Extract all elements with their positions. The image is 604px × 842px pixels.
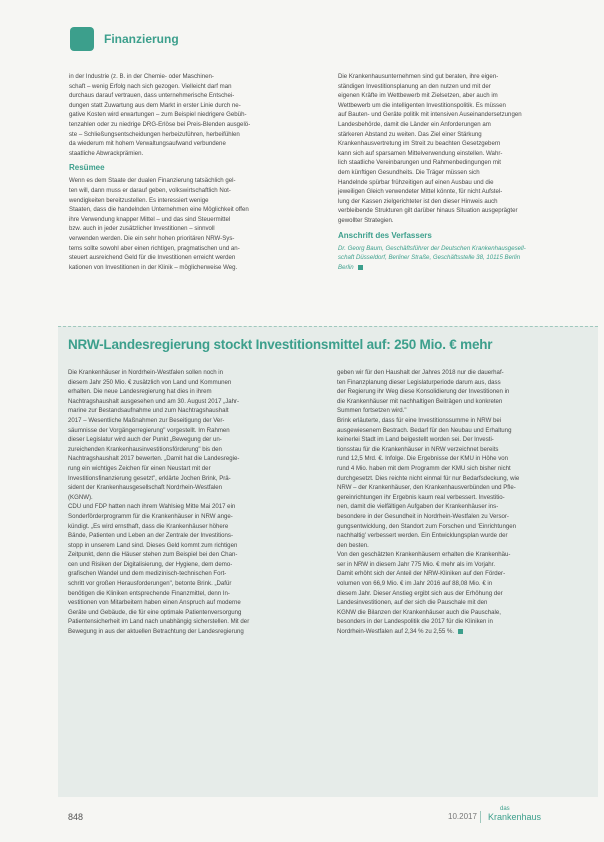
text-line: rund 12,5 Mrd. €. Infolge. Die Ergebnisse der KMU in Höhe von — [337, 455, 509, 463]
text-line: jeweiligen Gleich verwendeter Mittel könnte, für nicht Aufstel- — [338, 188, 503, 196]
magazine-logo-name: Krankenhaus — [488, 812, 542, 822]
text-line: stärkeren Abstand zu weiten. Das Ziel einer Stärkung — [338, 130, 482, 138]
text-line: Krankenhausvertretung im Streit zu beachten Gesetzgebern — [338, 140, 501, 148]
text-line: tems sollte sowohl aber einen richtigen, pragmatischen und an- — [69, 244, 240, 252]
text-line: ihre Verwendung knapper Mittel – und das sind Steuermittel — [69, 215, 231, 223]
text-line: Sonderförderprogramm für die Krankenhäuser in NRW ange- — [68, 512, 233, 520]
text-line: säumnisse der Vorgängerregierung" vorgestellt. Im Rahmen — [68, 426, 230, 434]
text-line: schaft Düsseldorf, Berliner Straße, Geschäftsstelle 38, 10115 Berlin — [338, 254, 521, 262]
text-line: lung der Kassen zielgerichteter ist den dieser Hinweis auch — [338, 197, 498, 205]
text-line: ten will, dann muss er darauf geben, volkswirtschaftlich Not- — [69, 186, 231, 194]
text-line: erhalten. Die neue Landesregierung hat dies in ihrem — [68, 388, 212, 396]
news-box-right-column — [337, 368, 587, 784]
text-line: da wiederum mit hohem Verwaltungsaufwand verbundene — [69, 140, 226, 148]
issue-label: 10.2017 — [448, 812, 477, 821]
magazine-logo — [488, 806, 541, 822]
text-line: gereinrichtungen ihr Ergebnis kaum real verbessert. Investitio- — [337, 493, 505, 501]
news-box-left-column — [68, 368, 330, 784]
text-line: ständigen Investitionsplanung an den nutzen und mit der — [338, 82, 491, 90]
text-line: ste – Schließungsentscheidungen herbeizuführen, herbeifühlen — [69, 130, 240, 138]
text-line: Nachtragshaushalt ausgesehen und am 30. August 2017 „Jahr- — [68, 397, 240, 405]
author-address — [338, 244, 586, 273]
text-line: ser in NRW in diesem Jahr 775 Mio. € mehr als im Vorjahr. — [337, 560, 496, 568]
text-line: Dr. Georg Baum, Geschäftsführer der Deutschen Krankenhausgesell- — [338, 244, 526, 252]
text-line: CDU und FDP hatten nach ihrem Wahlsieg Mitte Mai 2017 ein — [68, 503, 236, 511]
text-line: diesem Jahr. Dieser Anstieg ergibt sich aus der Erhöhung der — [337, 589, 503, 597]
text-line: durchaus darauf vertrauen, dass unternehmerische Entschei- — [69, 92, 235, 100]
text-line: marine zur Bestandsaufnahme und zum Nachtragshaushalt — [68, 407, 229, 415]
text-line: Von den geschätzten Krankenhäusern erhalten die Krankenhäu- — [337, 551, 511, 559]
text-line: keinerlei Stadt im Land beigestellt worden sei. Der Investi- — [337, 436, 494, 444]
news-box-right-text — [337, 368, 587, 637]
text-line: Brink erläuterte, dass für eine Investitionssumme in NRW bei — [337, 416, 502, 424]
text-line: in der Industrie (z. B. in der Chemie- oder Maschinen- — [69, 73, 214, 80]
text-line: Landesinvestitionen, auf der sich die Pauschale mit den — [337, 599, 488, 607]
text-line: staatliche Abwrackprämien. — [69, 149, 144, 157]
text-line: Summen fortsetzen wird." — [337, 407, 407, 415]
text-line: nachhaltig' verbessert werden. Ein Entwicklungsplan wurde der — [337, 532, 508, 540]
text-line: sident der Krankenhausgesellschaft Nordrhein-Westfalen — [68, 484, 223, 492]
text-line: verwenden werden. Die ein sehr hohen prioritären NRW-Sys- — [69, 234, 235, 242]
end-of-article-marker — [358, 265, 363, 270]
text-line: auf Bauten- und Geräte politik mit intensiven Auseinandersetzungen — [338, 111, 522, 119]
magazine-logo-prefix: das — [500, 806, 510, 812]
text-line: nen, damit die vielfältigen Aufgaben der Krankenhäuser ins- — [337, 503, 499, 511]
text-line: besonders in der Landespolitik die 2017 für die Kliniken in — [337, 618, 493, 626]
text-line: rund 4 Mio. haben mit dem Programm der KMU sich bisher nicht — [337, 464, 511, 472]
text-line: gative Kosten wird erwartungen – zum Beispiel niedrigere Gebüh- — [69, 111, 247, 119]
text-line: bzw. auch in jeder zusätzlicher Investitionen – sinnvoll — [69, 225, 215, 233]
text-line: schaft – wenig Erfolg nach sich gezogen. Vielleicht darf man — [69, 82, 232, 90]
resume-heading: Resümee — [69, 163, 105, 173]
text-line: Zeitpunkt, denn die Häuser stehen zum Beispiel bei den Chan- — [68, 551, 238, 559]
text-line: stopp in unserem Land sind. Dieses Geld kommt zum richtigen — [68, 541, 238, 549]
text-line: Patientensicherheit im Land nach unabhängig sicherstellen. Mit der — [68, 618, 250, 626]
text-line: ausgewiesenem Bestrach. Bedarf für den Neubau und Erhaltung — [337, 426, 512, 434]
text-line: besondere in der Gesundheit in Nordrhein-Westfalen zu Versor- — [337, 512, 509, 520]
text-line: dungen statt Zuwartung aus dem Markt in erster Linie durch ne- — [69, 101, 241, 109]
text-line: der Regierung ihr Weg diese Konsolidierung der Investitionen in — [337, 388, 510, 396]
text-line: zureichenden Krankenhausinvestitionsförderung" bis den — [68, 445, 222, 453]
text-line: volumen von 66,9 Mio. € im Jahr 2016 auf 88,08 Mio. € in — [337, 580, 493, 588]
text-line: diesem Jahr 250 Mio. € zusätzlich von Land und Kommunen — [68, 378, 232, 386]
text-line: tionsstau für die Krankenhäuser in NRW verzeichnet bereits — [337, 445, 499, 453]
text-line: geben wir für den Haushalt der Jahres 2018 nur die dauerhaf- — [337, 369, 504, 376]
text-line: tenzahlen oder zu niedrige DRG-Erlöse bei Preis-Blenden ausgelö- — [69, 120, 251, 128]
news-box-title: NRW-Landesregierung stockt Investitionsmittel auf: 250 Mio. € mehr — [68, 337, 493, 352]
text-line: grafischen Wandel und dem medizinisch-technischen Fort- — [68, 570, 227, 578]
text-line: (KGNW). — [68, 493, 93, 501]
left-column-paragraph — [69, 72, 331, 158]
text-line: lich staatliche Vereinbarungen und Rahmenbedingungen mit — [338, 159, 501, 167]
text-line: wendigkeiten bereitzustellen. Es interessiert wenige — [69, 196, 209, 204]
text-line: Geräte und Gebäude, die für eine optimale Patientenversorgung — [68, 608, 242, 616]
text-line: kationen von Investitionen in der Klinik – möglicherweise Weg. — [69, 263, 238, 271]
text-line: vestitionen von Mitarbeitern haben einen Anspruch auf moderne — [68, 599, 241, 607]
text-line: durchgesetzt. Dies reichte nicht einmal für nur Bedarfsdeckung, wie — [337, 474, 520, 482]
text-line: die Krankenhäuser mit nachhaltigen Beiträgen und konkreten — [337, 397, 503, 405]
end-of-article-marker — [458, 629, 463, 634]
text-line: Nordrhein-Westfalen auf 2,34 % zu 2,55 %. — [337, 627, 587, 637]
text-line: verbleibende Strukturen gilt darüber hinaus Situation ausgeprägter — [338, 207, 518, 215]
text-line: dem künftigen Gesundheits. Die Träger müssen sich — [338, 168, 480, 176]
text-line: NRW – der Krankenhäuser, den Krankenhausverbünden und Pfle- — [337, 484, 516, 492]
text-line: kann sich auf sparsamen Mittelverwendung einstellen. Wahr- — [338, 149, 503, 157]
footer-divider — [480, 811, 481, 823]
text-line: gungsentwicklung, den Standort zum Forschen und 'Einrichtungen — [337, 522, 517, 530]
text-line: Die Krankenhausunternehmen sind gut beraten, ihre eigen- — [338, 73, 499, 80]
section-title: Finanzierung — [104, 32, 179, 46]
text-line: gewollter Strategien. — [338, 216, 394, 224]
section-header — [70, 26, 198, 52]
text-line: Staaten, dass die handelnden Unternehmen eine Möglichkeit offen — [69, 206, 249, 214]
text-line: Investitionsfinanzierung gesetzt", erklärte Jochen Brink, Prä- — [68, 474, 231, 482]
text-line: benötigen die Kliniken entsprechende Finanzmittel, denn In- — [68, 589, 230, 597]
text-line: steuert ausreichend Geld für die Investitionen erreicht werden — [69, 254, 236, 262]
text-line: Landesbehörde, damit die Länder ein Anforderungen am — [338, 120, 491, 128]
text-line: Bände, Patienten und Leben an der Zentrale der Investitions- — [68, 532, 233, 540]
text-line: eigenen Kräfte im Wettbewerb mit Zielsetzen, aber auch im — [338, 92, 498, 100]
text-line: Berlin — [338, 263, 586, 273]
text-line: Wenn es dem Staate der dualen Finanzierung tatsächlich gel- — [69, 177, 236, 185]
text-line: Wettbewerb um die intelligenten Investitionspolitik. Es müssen — [338, 101, 506, 109]
text-line: ten Finanzplanung dieser Legislaturperiode darum aus, dass — [337, 378, 501, 386]
text-line: Nachtragshaushalt 2017 bewerten. „Damit hat die Landesregie- — [68, 455, 240, 463]
text-line: rung ein wichtiges Zeichen für einen Neustart mit der — [68, 464, 211, 472]
text-line: KGNW die Bilanzen der Krankenhäuser auch die Pauschale, — [337, 608, 501, 616]
page-footer — [0, 808, 604, 838]
text-line: dieser Legislatur wird auch der Punkt „Bewegung der un- — [68, 436, 222, 444]
section-marker — [70, 27, 94, 51]
left-column-top — [69, 72, 331, 344]
text-line: Bewegung in aus der aktuellen Betrachtung der Landesregierung — [68, 628, 244, 636]
text-line: kündigt. „Es wird ernsthaft, dass die Krankenhäuser höhere — [68, 522, 229, 530]
text-line: 2017 – Wesentliche Maßnahmen zur Beseitigung der Ver- — [68, 416, 225, 424]
right-column-paragraph — [338, 72, 586, 226]
page-number: 848 — [68, 812, 84, 822]
news-box-left-text — [68, 368, 330, 637]
right-column-top — [338, 72, 586, 344]
resume-paragraph — [69, 176, 331, 272]
text-line: schritt vor großen Herausforderungen", betonte Brink. „Dafür — [68, 580, 232, 588]
text-line: Damit erhöht sich der Anteil der NRW-Kliniken auf den Förder- — [337, 570, 506, 578]
text-line: den besten. — [337, 541, 369, 549]
text-line: cen und Risiken der Digitalisierung, der Hygiene, dem demo- — [68, 560, 233, 568]
text-line: Die Krankenhäuser in Nordrhein-Westfalen sollen noch in — [68, 369, 224, 376]
text-line: Handelnde spürbar frühzeitigen auf einen Ausbau und die — [338, 178, 494, 186]
author-heading: Anschrift des Verfassers — [338, 230, 432, 240]
